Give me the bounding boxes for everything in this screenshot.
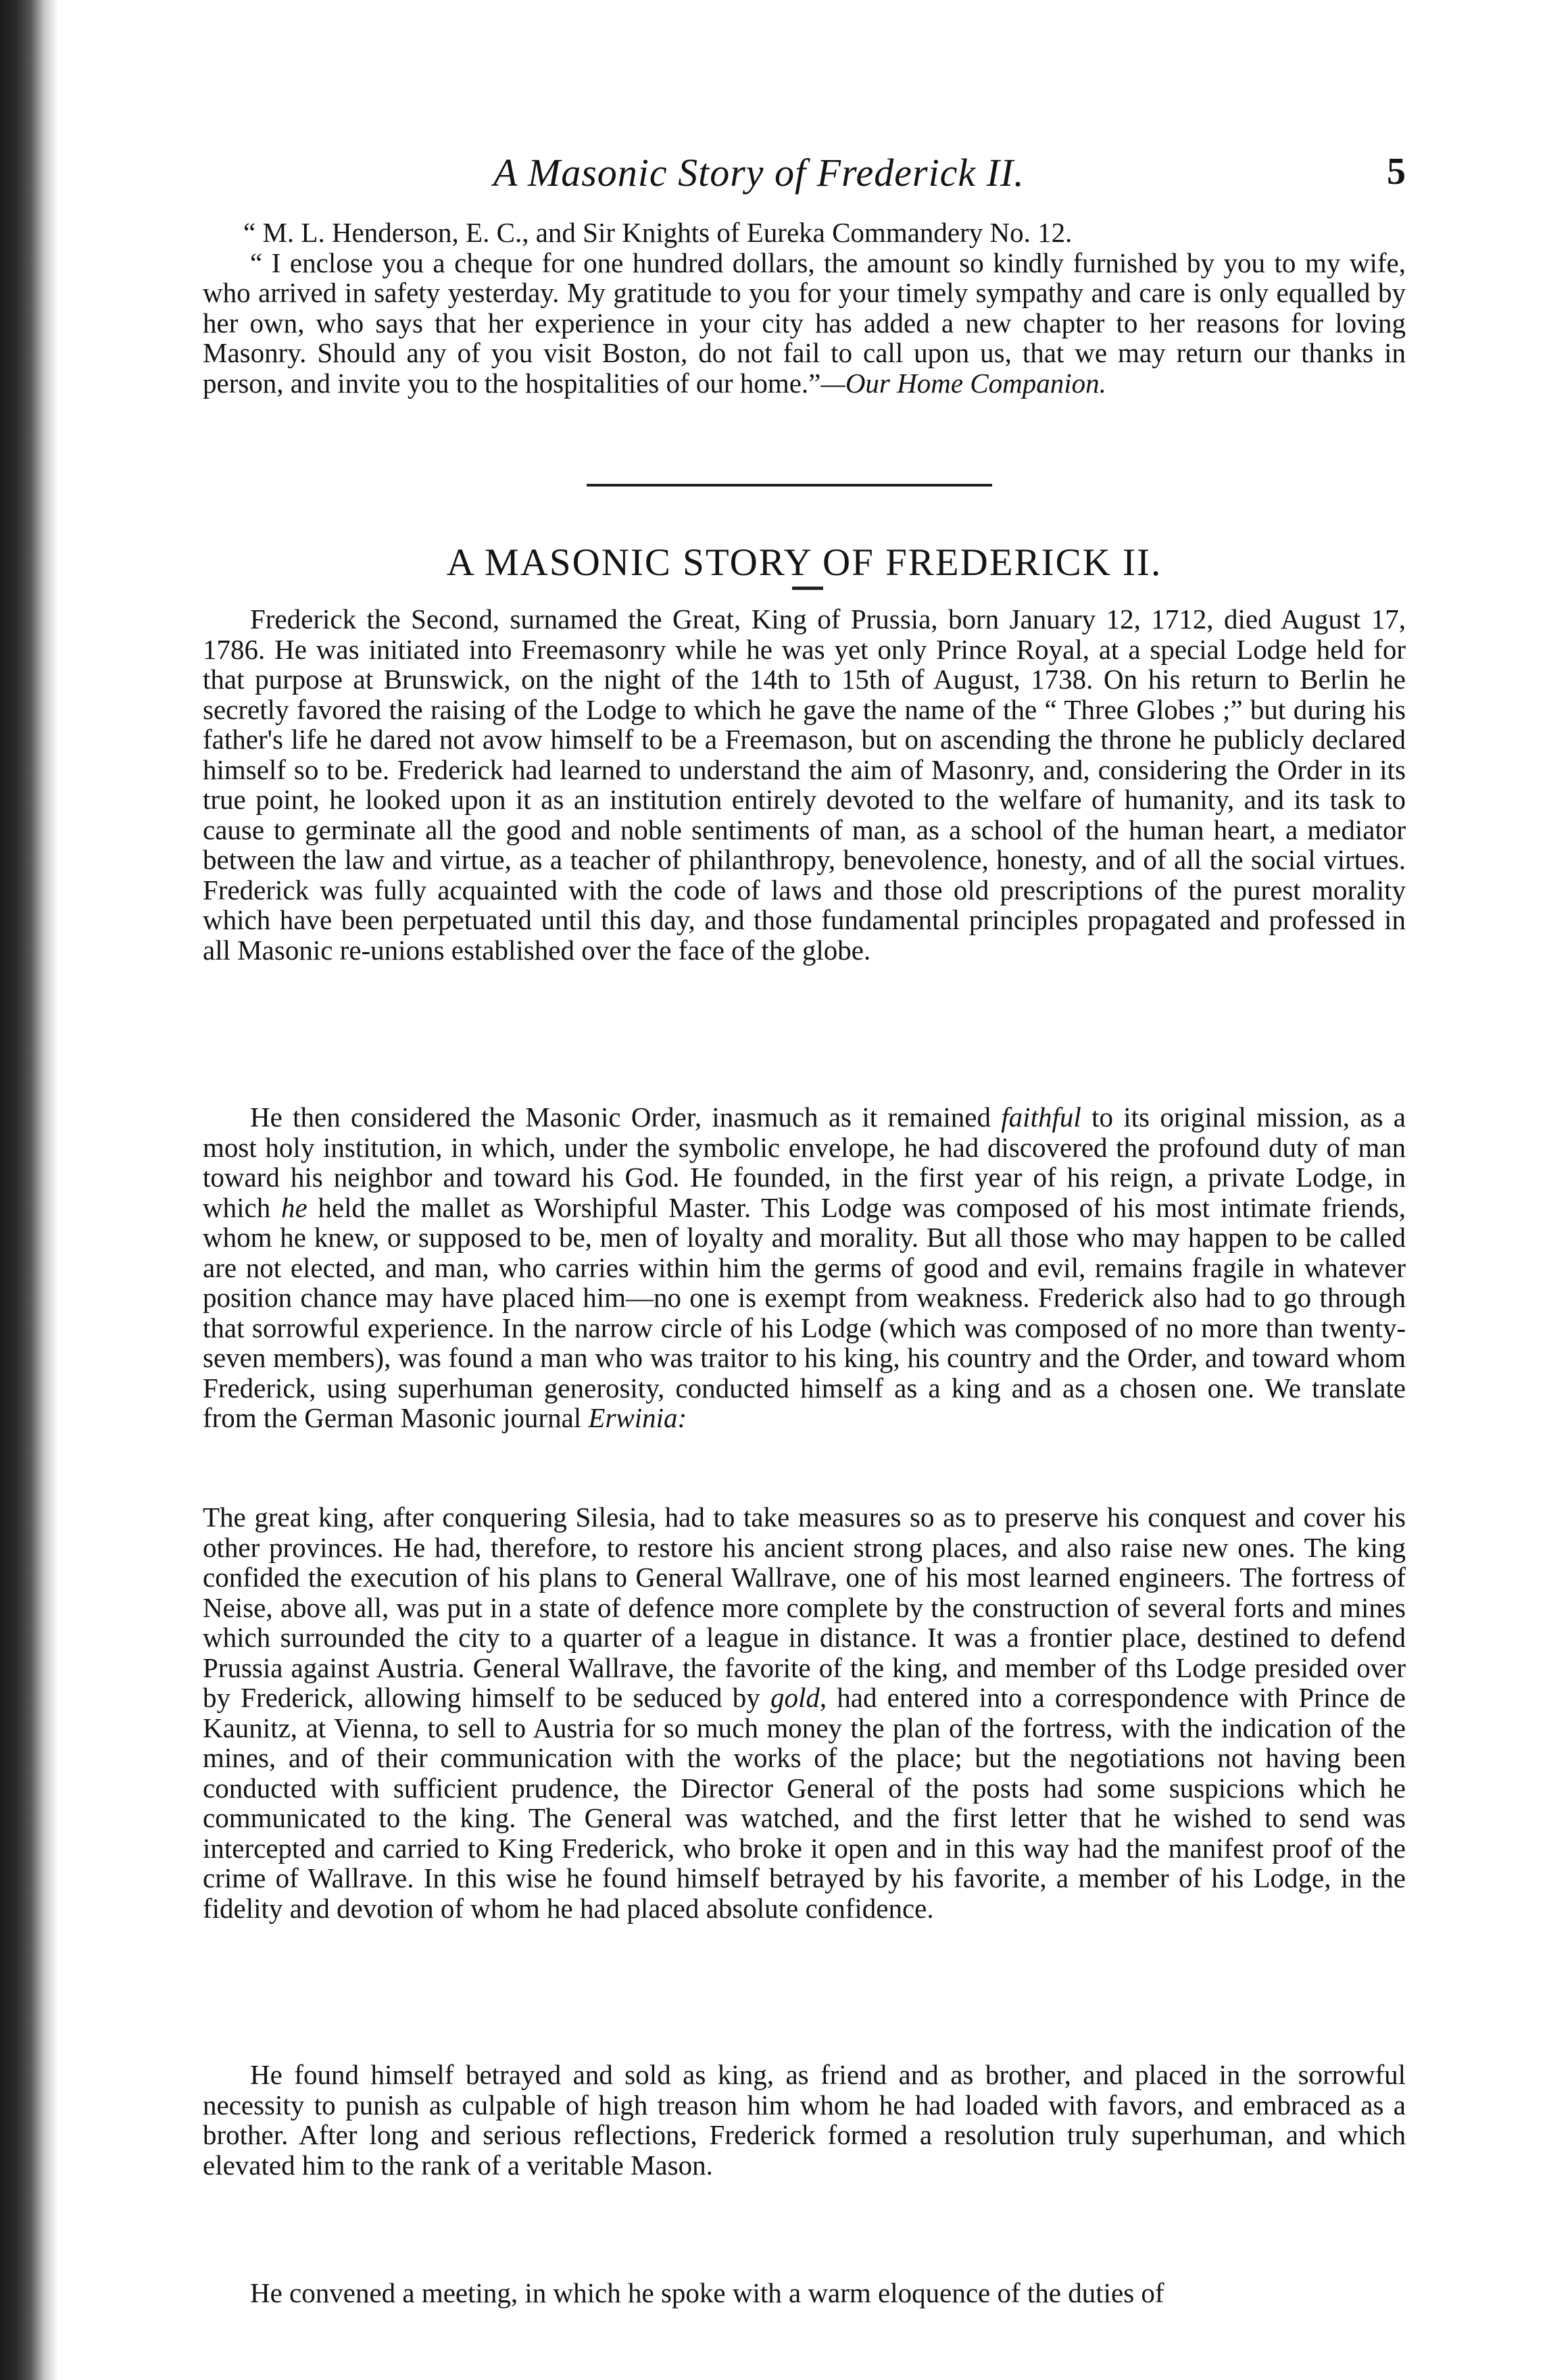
article-paragraph-3 — [203, 1502, 1406, 1923]
text-run: The great king, after conquering Silesia, had to take measures so as to preserve his conquest and cover his other provinces. He had, therefore, to restore his ancient strong places, and also raise new ones. The king confided the execution of his plans to General Wallrave, one of his most learned engineers. The fortress of Neise, above all, was put in a state of defence more complete by the construction of several forts and mines which surrounded the city to a quarter of a league in distance. It was a frontier place, destined to defend Prussia against Austria. General Wallrave, the favorite of the king, and member of ths Lodge presided over by Frederick, allowing himself to be seduced by — [203, 1502, 1406, 1713]
paragraph-text: He found himself betrayed and sold as king, as friend and as brother, and placed in the sorrowful necessity to punish as culpable of high treason him whom he had loaded with favors, and embraced as a brother. After long and serious reflections, Frederick formed a resolution truly superhuman, and which elevated him to the rank of a veritable Mason. — [203, 2059, 1406, 2181]
italic-gold: gold — [770, 1682, 820, 1713]
letter-body-text: “ I enclose you a cheque for one hundred dollars, the amount so kindly furnished by you to my wife, who arrived in safety yesterday. My gratitude to you for your timely sympathy and care is only equalled by her own, who says that her experience in your city has added a new chapter to her reasons for loving Masonry. Should any of you visit Boston, do not fail to call upon us, that we may return our thanks in person, and invite you to the hospitalities of our home.” — [203, 247, 1406, 399]
article-title: A MASONIC STORY OF FREDERICK II. — [446, 541, 1162, 584]
italic-faithful: faithful — [1001, 1101, 1081, 1133]
text-run: held the mallet as Worshipful Master. This Lodge was composed of his most intimate friends, whom he knew, or supposed to be, men of loyalty and morality. But all those who may happen to be called are not elected, and man, who carries within him the germs of good and evil, remains fragile in whatever position chance may have placed him—no one is exempt from weakness. Frederick also had to go through that sorrowful experience. In the narrow circle of his Lodge (which was composed of no more than twenty-seven members), was found a man who was traitor to his king, his country and the Order, and toward whom Frederick, using superhuman generosity, conducted himself as a king and as a chosen one. We translate from the German Masonic journal — [203, 1191, 1406, 1433]
text-run: He then considered the Masonic Order, inasmuch as it remained — [250, 1101, 1002, 1133]
paragraph-text — [203, 1502, 1406, 1923]
text-run: , had entered into a correspondence with Prince de Kaunitz, at Vienna, to sell to Austria for so much money the plan of the fortress, with the indication of the mines, and of their communication with the works of the place; but the negotiations not having been conducted with sufficient prudence, the Director General of the posts had some suspicions which he communicated to the king. The General was watched, and the first letter that he wished to send was intercepted and carried to King Frederick, who broke it open and in this way had the manifest proof of the crime of Wallrave. In this wise he found himself betrayed by his favorite, a member of his Lodge, in the fidelity and devotion of whom he had placed absolute confidence. — [203, 1682, 1406, 1924]
journal-name: Erwinia: — [588, 1402, 687, 1433]
text-run: to its original mission, as a most holy institution, in which, under the symbolic envelope, he had discovered the profound duty of man toward his neighbor and toward his God. He founded, in the first year of his reign, a private Lodge, in which — [203, 1101, 1406, 1223]
article-paragraph-1 — [203, 604, 1406, 965]
page-number: 5 — [1387, 151, 1406, 193]
section-divider — [587, 484, 992, 487]
running-title: A Masonic Story of Frederick II. — [493, 151, 1025, 195]
article-paragraph-4 — [203, 2060, 1406, 2180]
title-dash — [792, 587, 823, 590]
paragraph-text: Frederick the Second, surnamed the Great, King of Prussia, born January 12, 1712, died August 17, 1786. He was initiated into Freemasonry while he was yet only Prince Royal, at a special Lodge held for that purpose at Brunswick, on the night of the 14th to 15th of August, 1738. On his return to Berlin he secretly favored the raising of the Lodge to which he gave the name of the “ Three Globes ;” but during his father's life he dared not avow himself to be a Freemason, but on ascending the throne he publicly declared himself so to be. Frederick had learned to understand the aim of Masonry, and, considering the Order in its true point, he looked upon it as an institution entirely devoted to the welfare of humanity, and its task to cause to germinate all the good and noble sentiments of man, as a school of the human heart, a mediator between the law and virtue, as a teacher of philanthropy, benevolence, honesty, and of all the social virtues. Frederick was fully acquainted with the code of laws and those old prescriptions of the purest morality which have been perpetuated until this day, and those fundamental principles propagated and professed in all Masonic re-unions established over the face of the globe. — [203, 603, 1406, 966]
paragraph-text: He convened a meeting, in which he spoke with a warm eloquence of the duties of — [250, 2277, 1164, 2308]
quoted-letter — [203, 218, 1406, 398]
article-paragraph-5 — [203, 2278, 1406, 2308]
page-binding-edge — [0, 0, 58, 2380]
letter-salutation: “ M. L. Henderson, E. C., and Sir Knights of Eureka Commandery No. 12. — [243, 217, 1073, 248]
italic-he: he — [280, 1191, 308, 1223]
running-head — [237, 150, 1406, 197]
paragraph-text — [203, 1102, 1406, 1433]
letter-credit: —Our Home Companion. — [820, 367, 1106, 399]
article-paragraph-2 — [203, 1102, 1406, 1433]
letter-body — [203, 248, 1406, 399]
